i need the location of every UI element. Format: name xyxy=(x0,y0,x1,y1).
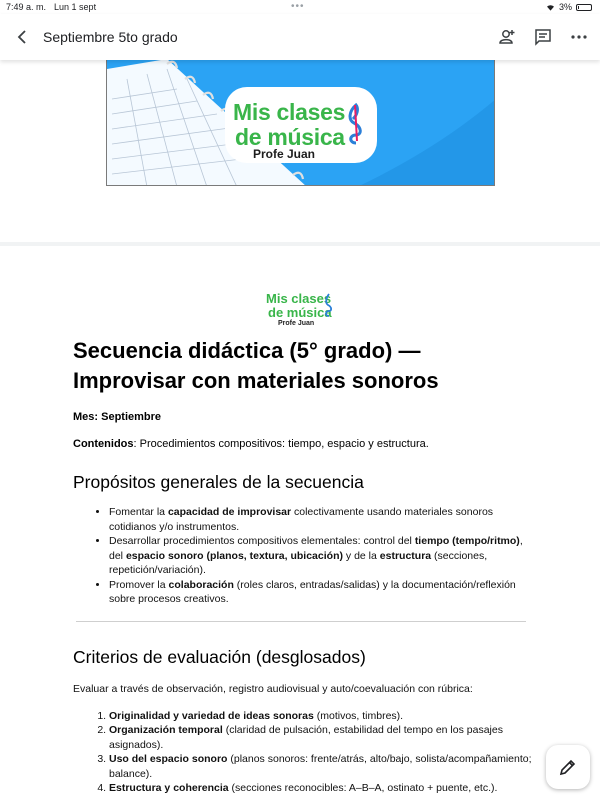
inline-logo-line1: Mis clases xyxy=(266,291,332,306)
text-run: (planos sonoros: frente/atrás, alto/bajo, solista/acompañamiento; balance). xyxy=(109,753,532,780)
banner-logo xyxy=(225,87,377,163)
header-banner-image xyxy=(106,60,495,186)
text-run: (claridad de pulsación, estabilidad del tempo en los pasajes asignados). xyxy=(109,724,503,751)
month-label: Mes: Septiembre xyxy=(73,411,162,423)
edit-pencil-icon xyxy=(558,757,578,777)
contents-label: Contenidos xyxy=(73,438,134,450)
wifi-icon xyxy=(546,4,555,11)
status-date: Lun 1 sept xyxy=(54,2,97,12)
add-person-icon[interactable] xyxy=(495,25,519,49)
bold-run: espacio sonoro (planos, textura, ubicación) xyxy=(125,549,343,562)
text-run: Promover la xyxy=(109,578,169,591)
text-run: (roles claros, entradas/salidas) y la documentación/reflexión sobre procesos creativos. xyxy=(109,578,516,605)
status-time: 7:49 a. m. xyxy=(6,2,47,12)
section-heading-purposes: Propósitos generales de la secuencia xyxy=(73,472,364,492)
document-canvas[interactable] xyxy=(0,60,600,800)
document-page-1 xyxy=(0,60,600,242)
battery-fill xyxy=(578,6,579,9)
document-title: Septiembre 5to grado xyxy=(43,29,178,45)
bold-run: Estructura y coherencia xyxy=(109,782,229,794)
list-item xyxy=(109,752,533,781)
document-page-2 xyxy=(0,246,600,800)
text-run: Desarrollar procedimientos compositivos elementales: control del xyxy=(109,535,415,547)
bold-run: estructura xyxy=(379,549,432,562)
app-bar xyxy=(0,14,600,60)
purposes-list xyxy=(73,505,533,607)
small-treble-clef-icon xyxy=(324,293,334,317)
list-item xyxy=(109,505,533,534)
doc-heading: Secuencia didáctica (5° grado) — Improvisar con materiales sonoros xyxy=(73,338,439,393)
inline-logo xyxy=(266,291,336,333)
status-bar xyxy=(0,0,600,14)
list-item xyxy=(109,723,533,752)
bold-run: tiempo (tempo/ritmo) xyxy=(414,535,520,547)
bold-run: Uso del espacio sonoro xyxy=(109,753,228,765)
criteria-list xyxy=(73,709,533,796)
text-run: y de la xyxy=(342,549,380,562)
banner-logo-line2: de música xyxy=(235,124,345,150)
battery-icon xyxy=(576,4,592,11)
status-left xyxy=(6,2,104,12)
inline-logo-line3: Profe Juan xyxy=(278,320,315,327)
list-item xyxy=(109,534,533,578)
text-run: Fomentar la xyxy=(109,506,168,518)
criteria-intro: Evaluar a través de observación, registro audiovisual y auto/coevaluación con rúbrica: xyxy=(73,682,473,695)
battery-percent: 3% xyxy=(558,2,572,12)
comment-icon[interactable] xyxy=(531,25,555,49)
banner-logo-line1: Mis clases xyxy=(233,99,346,125)
more-options-icon[interactable] xyxy=(567,25,591,49)
text-run: , del xyxy=(109,535,523,562)
horizontal-rule xyxy=(76,621,526,622)
status-right xyxy=(546,2,592,12)
list-item xyxy=(109,709,533,724)
month-line xyxy=(73,410,533,424)
text-run: (motivos, timbres). xyxy=(313,709,404,722)
multitask-dots-icon[interactable]: ••• xyxy=(291,1,305,12)
bold-run: Originalidad y variedad de ideas sonoras xyxy=(109,709,314,722)
list-item xyxy=(109,578,533,607)
banner-logo-line3: Profe Juan xyxy=(253,147,316,161)
text-run: colectivamente usando materiales sonoros cotidianos y/o instrumentos. xyxy=(109,506,494,533)
bold-run: colaboración xyxy=(168,578,234,591)
text-run: (secciones reconocibles: A–B–A, ostinato + puente, etc.). xyxy=(228,782,498,794)
list-item xyxy=(109,781,533,796)
section-heading-criteria: Criterios de evaluación (desglosados) xyxy=(73,646,366,667)
treble-clef-icon xyxy=(345,101,367,145)
text-run: (secciones, repetición/variación). xyxy=(109,549,488,576)
contents-text: : Procedimientos compositivos: tiempo, espacio y estructura. xyxy=(133,438,429,450)
back-arrow-icon[interactable] xyxy=(10,25,34,49)
inline-logo-line2: de música xyxy=(268,305,332,320)
bold-run: capacidad de improvisar xyxy=(167,506,292,518)
bold-run: Organización temporal xyxy=(109,724,223,736)
contents-line xyxy=(73,437,533,451)
document-body[interactable] xyxy=(73,336,533,796)
edit-fab-button[interactable] xyxy=(546,745,590,789)
